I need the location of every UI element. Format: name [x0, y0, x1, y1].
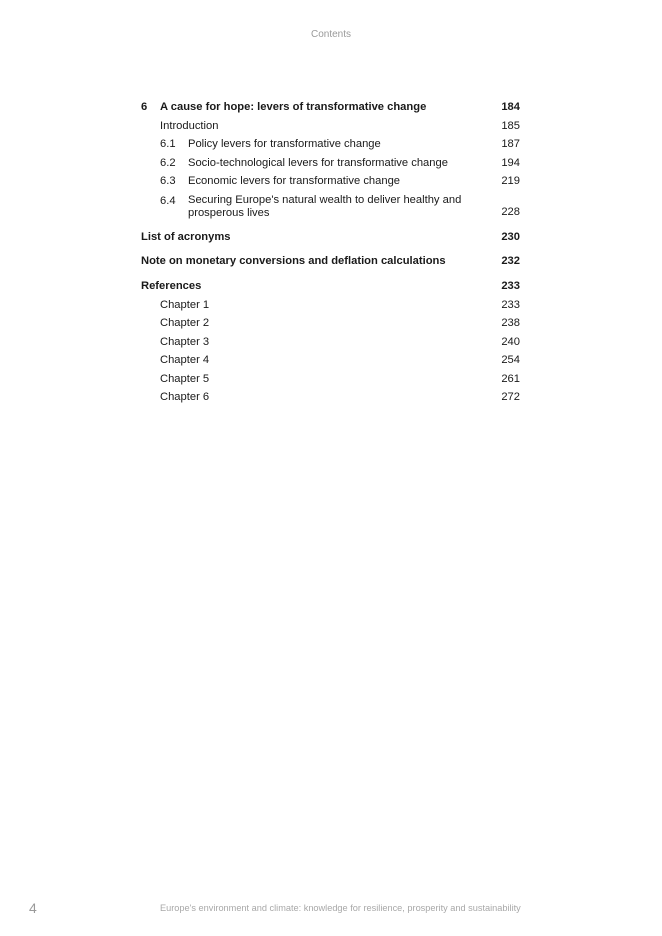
toc-title: Chapter 3: [160, 336, 210, 348]
toc-section-6-3[interactable]: [141, 174, 520, 190]
toc-list-of-acronyms[interactable]: [141, 230, 520, 246]
toc-title: List of acronyms: [141, 231, 231, 243]
toc-title: Chapter 6: [160, 391, 210, 403]
toc-section-6-2[interactable]: [141, 156, 520, 172]
running-head: Contents: [310, 29, 352, 40]
toc-page: 254: [501, 354, 520, 366]
toc-title: Note on monetary conversions and deflation calculations: [141, 255, 446, 267]
toc-page: 194: [501, 157, 520, 169]
toc-title: Chapter 5: [160, 373, 210, 385]
toc-ref-chapter[interactable]: [141, 353, 520, 369]
toc-title: References: [141, 280, 202, 292]
toc-page: 233: [501, 299, 520, 311]
toc-page: 219: [501, 175, 520, 187]
toc-page: 230: [501, 231, 520, 243]
toc-introduction[interactable]: [141, 119, 520, 135]
toc-title: A cause for hope: levers of transformative change: [160, 101, 427, 113]
toc-page: 232: [501, 255, 520, 267]
toc-number: 6.3: [160, 175, 176, 187]
toc-ref-chapter[interactable]: [141, 335, 520, 351]
toc-page: 185: [501, 120, 520, 132]
toc-page: 261: [501, 373, 520, 385]
toc-ref-chapter[interactable]: [141, 372, 520, 388]
toc-references[interactable]: [141, 279, 520, 295]
toc-page: 240: [501, 336, 520, 348]
toc-title: Policy levers for transformative change: [188, 138, 381, 150]
toc-title: Chapter 1: [160, 299, 210, 311]
toc-title: Introduction: [160, 120, 219, 132]
toc-number: 6.4: [160, 195, 176, 207]
toc-title: Securing Europe's natural wealth to deliver healthy and prosperous lives: [188, 194, 462, 219]
toc-page: 184: [501, 101, 520, 113]
toc-page: 233: [501, 280, 520, 292]
toc-section-6-4[interactable]: [141, 194, 520, 222]
toc-title: Chapter 2: [160, 317, 210, 329]
toc-page: 228: [501, 206, 520, 218]
toc-number: 6: [141, 101, 148, 113]
toc-monetary-note[interactable]: [141, 254, 520, 270]
footer-publication-title: Europe's environment and climate: knowledge for resilience, prosperity and sustainability: [160, 903, 521, 913]
toc-chapter-6[interactable]: [141, 100, 520, 116]
toc-page: 187: [501, 138, 520, 150]
toc-title: Chapter 4: [160, 354, 210, 366]
toc-ref-chapter[interactable]: [141, 390, 520, 406]
toc-ref-chapter[interactable]: [141, 298, 520, 314]
toc-page: 238: [501, 317, 520, 329]
footer-page-number: 4: [29, 900, 37, 916]
toc-ref-chapter[interactable]: [141, 316, 520, 332]
toc-number: 6.1: [160, 138, 176, 150]
toc-title: Socio-technological levers for transformative change: [188, 157, 448, 169]
toc-section-6-1[interactable]: [141, 137, 520, 153]
toc-title: Economic levers for transformative change: [188, 175, 401, 187]
toc-page: 272: [501, 391, 520, 403]
toc-number: 6.2: [160, 157, 176, 169]
